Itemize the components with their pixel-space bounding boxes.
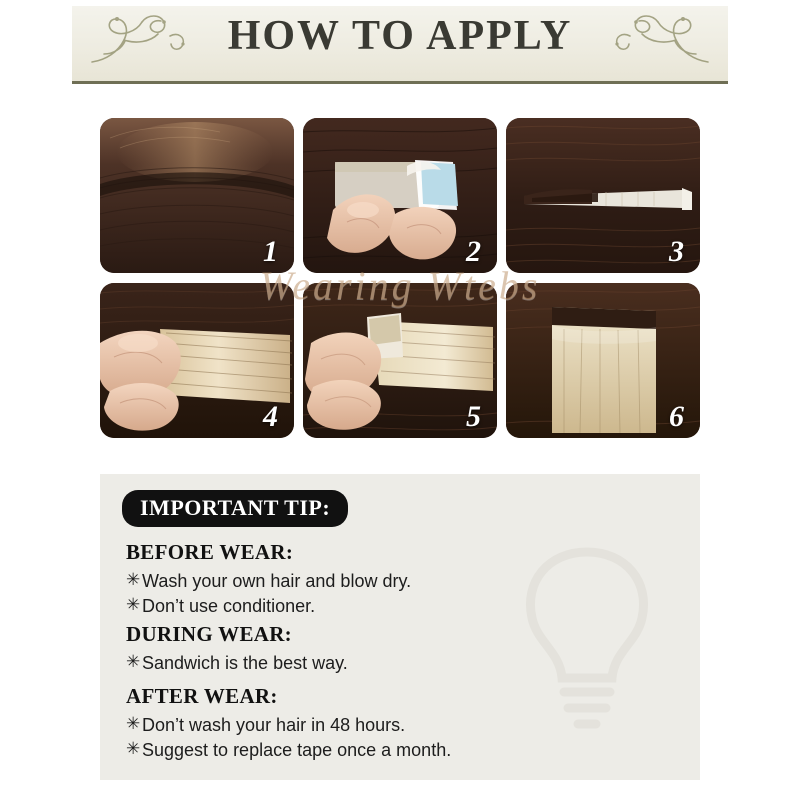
list-item [126,594,646,618]
list-item [126,651,646,675]
tip-section-during-wear [126,622,646,676]
important-tip-panel [100,474,700,780]
step-number: 2 [466,235,481,268]
step-number: 5 [466,400,481,433]
step-photo-2 [303,118,497,273]
brand-watermark: Wearing Wtebs [259,263,541,308]
section-heading: AFTER WEAR: [126,684,278,708]
step-photo-grid [100,118,700,438]
tip-section-after-wear [126,684,646,764]
step-number: 1 [263,235,278,268]
step-number: 6 [669,400,684,433]
list-item-text: Don’t use conditioner. [142,596,316,617]
tip-section-before-wear [126,540,646,620]
section-heading: BEFORE WEAR: [126,540,294,564]
list-item-text: Sandwich is the best way. [142,653,348,673]
asterisk-icon: ✳ [126,570,141,589]
step-photo-6 [506,283,700,438]
status-badge: IMPORTANT TIP: [122,490,348,527]
asterisk-icon: ✳ [126,652,141,671]
step-photo-3 [506,118,700,273]
list-item-text: Don’t wash your hair in 48 hours. [142,715,406,735]
asterisk-icon: ✳ [126,714,141,733]
list-item-text: Wash your own hair and blow dry. [142,571,412,591]
step-photo-5 [303,283,497,438]
step-number: 4 [263,400,278,433]
step-photo-1 [100,118,294,273]
floral-flourish-icon [606,10,716,72]
section-heading: DURING WEAR: [126,622,292,646]
header-banner [72,6,728,84]
list-item [126,713,646,737]
step-photo-4 [100,283,294,438]
list-item [126,569,646,593]
page-title: HOW TO APPLY [227,13,573,59]
list-item [126,738,646,762]
list-item-text: Suggest to replace tape once a month. [142,740,452,761]
asterisk-icon: ✳ [126,739,141,759]
step-number: 3 [669,235,684,268]
asterisk-icon: ✳ [126,595,141,615]
